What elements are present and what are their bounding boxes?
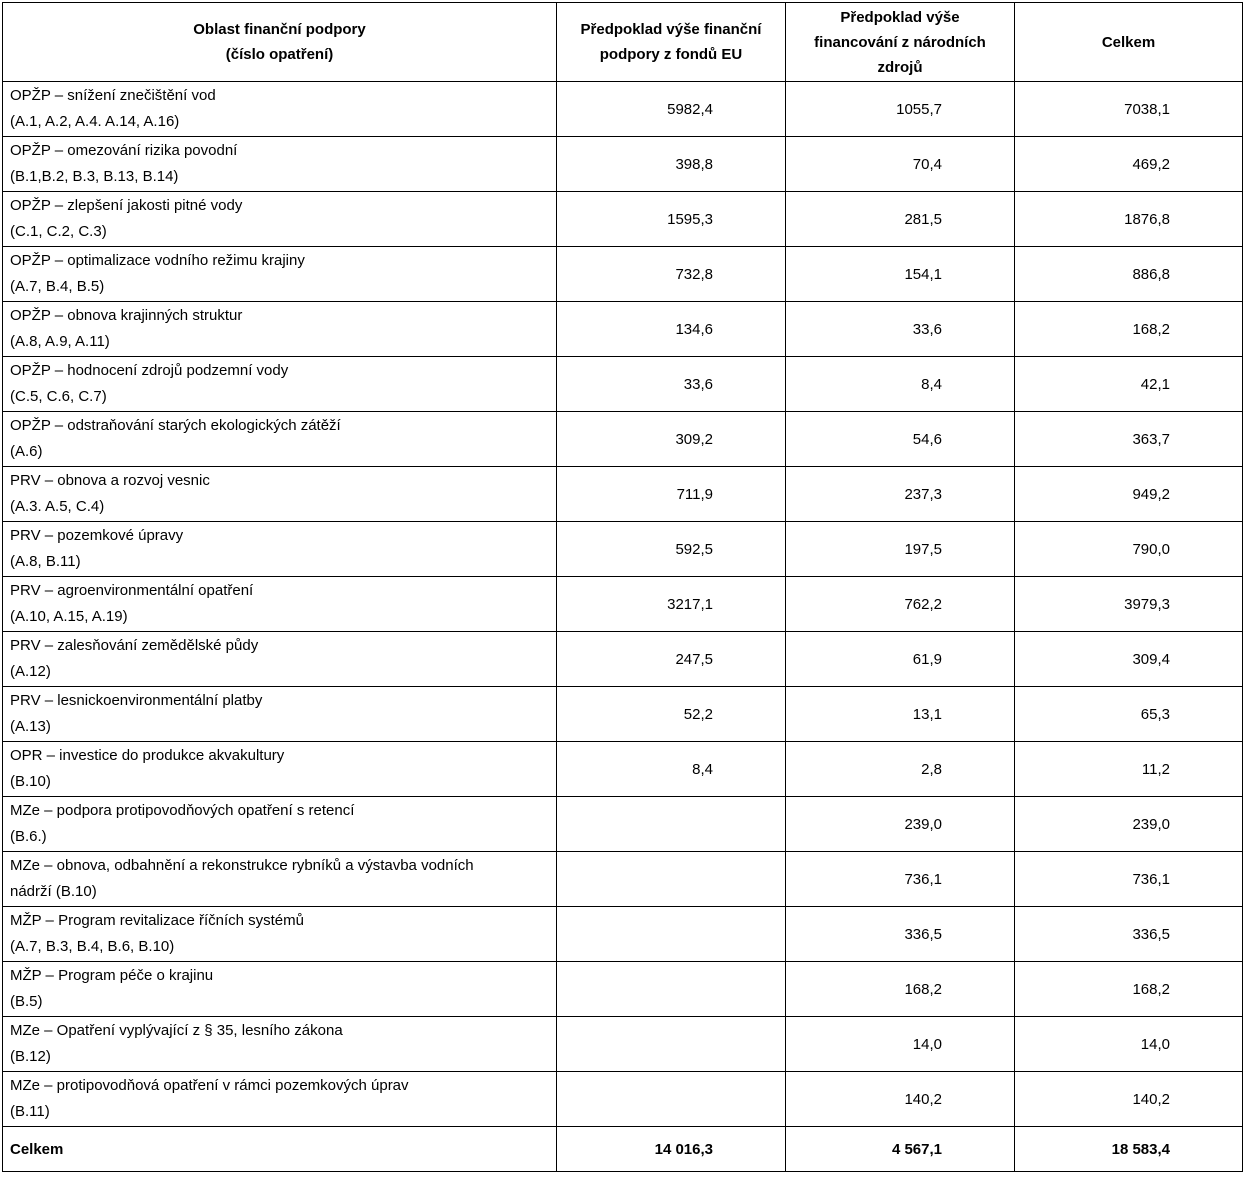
- area-measures: (A.3. A.5, C.4): [10, 498, 105, 515]
- area-measures: (B.1,B.2, B.3, B.13, B.14): [10, 168, 179, 185]
- national-value: 168,2: [786, 962, 1015, 1017]
- area-measures: nádrží (B.10): [10, 883, 97, 900]
- area-measures: (A.7, B.4, B.5): [10, 278, 105, 295]
- table-row: [3, 522, 1243, 577]
- header-eu-line1: Předpoklad výše finanční: [580, 21, 762, 38]
- area-name: MŽP – Program revitalizace říčních systémů: [10, 912, 304, 929]
- area-measures: (B.6.): [10, 828, 47, 845]
- national-value: 239,0: [786, 797, 1015, 852]
- area-measures: (B.12): [10, 1048, 51, 1065]
- area-name: PRV – pozemkové úpravy: [10, 527, 184, 544]
- area-name: OPŽP – snížení znečištění vod: [10, 87, 216, 104]
- area-cell: [3, 852, 557, 907]
- area-cell: [3, 962, 557, 1017]
- funding-table: [2, 2, 1243, 1172]
- national-value: 2,8: [786, 742, 1015, 797]
- area-cell: [3, 1017, 557, 1072]
- area-measures: (A.7, B.3, B.4, B.6, B.10): [10, 938, 175, 955]
- eu-value: 247,5: [557, 632, 786, 687]
- total-value: 42,1: [1015, 357, 1243, 412]
- national-value: 140,2: [786, 1072, 1015, 1127]
- area-cell: [3, 247, 557, 302]
- area-measures: (A.8, B.11): [10, 553, 81, 570]
- summary-label: Celkem: [3, 1127, 557, 1172]
- table-row: [3, 192, 1243, 247]
- total-value: 168,2: [1015, 962, 1243, 1017]
- header-row: [3, 3, 1243, 82]
- table-body: [3, 82, 1243, 1172]
- area-measures: (B.11): [10, 1103, 50, 1120]
- area-cell: [3, 907, 557, 962]
- total-value: 736,1: [1015, 852, 1243, 907]
- table-row: [3, 962, 1243, 1017]
- area-name: MZe – podpora protipovodňových opatření s retencí: [10, 802, 355, 819]
- area-measures: (C.1, C.2, C.3): [10, 223, 107, 240]
- eu-value: [557, 907, 786, 962]
- header-area-line2: (číslo opatření): [225, 46, 334, 63]
- eu-value: [557, 797, 786, 852]
- eu-value: 3217,1: [557, 577, 786, 632]
- national-value: 154,1: [786, 247, 1015, 302]
- eu-value: 134,6: [557, 302, 786, 357]
- national-value: 736,1: [786, 852, 1015, 907]
- eu-value: 592,5: [557, 522, 786, 577]
- header-total: Celkem: [1015, 3, 1243, 82]
- area-name: PRV – agroenvironmentální opatření: [10, 582, 254, 599]
- area-measures: (B.10): [10, 773, 51, 790]
- table-row: [3, 1072, 1243, 1127]
- table-row: [3, 247, 1243, 302]
- national-value: 336,5: [786, 907, 1015, 962]
- national-value: 14,0: [786, 1017, 1015, 1072]
- header-eu: [557, 3, 786, 82]
- eu-value: [557, 962, 786, 1017]
- eu-value: 398,8: [557, 137, 786, 192]
- national-value: 54,6: [786, 412, 1015, 467]
- area-measures: (A.10, A.15, A.19): [10, 608, 128, 625]
- area-name: MŽP – Program péče o krajinu: [10, 967, 214, 984]
- total-value: 1876,8: [1015, 192, 1243, 247]
- national-value: 61,9: [786, 632, 1015, 687]
- eu-value: 8,4: [557, 742, 786, 797]
- area-measures: (A.6): [10, 443, 43, 460]
- eu-value: [557, 1017, 786, 1072]
- national-value: 762,2: [786, 577, 1015, 632]
- total-value: 886,8: [1015, 247, 1243, 302]
- total-value: 7038,1: [1015, 82, 1243, 137]
- header-eu-line2: podpory z fondů EU: [599, 46, 743, 63]
- area-name: OPŽP – omezování rizika povodní: [10, 142, 238, 159]
- area-name: OPŽP – hodnocení zdrojů podzemní vody: [10, 362, 289, 379]
- area-name: OPŽP – obnova krajinných struktur: [10, 307, 243, 324]
- table-row: [3, 357, 1243, 412]
- header-national-line2: financování z národních: [814, 33, 986, 51]
- area-cell: [3, 137, 557, 192]
- table-row: [3, 82, 1243, 137]
- area-cell: [3, 522, 557, 577]
- summary-eu: 14 016,3: [557, 1127, 786, 1172]
- total-value: 336,5: [1015, 907, 1243, 962]
- area-cell: [3, 577, 557, 632]
- eu-value: 732,8: [557, 247, 786, 302]
- national-value: 70,4: [786, 137, 1015, 192]
- area-cell: [3, 412, 557, 467]
- summary-row: [3, 1127, 1243, 1172]
- area-name: OPŽP – zlepšení jakosti pitné vody: [10, 197, 243, 214]
- total-value: 14,0: [1015, 1017, 1243, 1072]
- area-name: PRV – lesnickoenvironmentální platby: [10, 692, 263, 709]
- area-name: MZe – protipovodňová opatření v rámci pozemkových úprav: [10, 1077, 409, 1094]
- table-row: [3, 137, 1243, 192]
- area-name: OPŽP – optimalizace vodního režimu krajiny: [10, 252, 305, 269]
- eu-value: 1595,3: [557, 192, 786, 247]
- area-measures: (A.13): [10, 718, 51, 735]
- area-name: MZe – obnova, odbahnění a rekonstrukce rybníků a výstavba vodních: [10, 857, 474, 874]
- area-cell: [3, 1072, 557, 1127]
- total-value: 3979,3: [1015, 577, 1243, 632]
- area-measures: (A.1, A.2, A.4. A.14, A.16): [10, 113, 180, 130]
- area-cell: [3, 82, 557, 137]
- area-name: OPŽP – odstraňování starých ekologických zátěží: [10, 417, 341, 434]
- total-value: 168,2: [1015, 302, 1243, 357]
- area-cell: [3, 687, 557, 742]
- area-measures: (A.12): [10, 663, 51, 680]
- table-row: [3, 577, 1243, 632]
- area-cell: [3, 797, 557, 852]
- table-row: [3, 412, 1243, 467]
- total-value: 140,2: [1015, 1072, 1243, 1127]
- table-row: [3, 467, 1243, 522]
- header-area: [3, 3, 557, 82]
- area-measures: (B.5): [10, 993, 43, 1010]
- national-value: 237,3: [786, 467, 1015, 522]
- eu-value: 711,9: [557, 467, 786, 522]
- summary-total: 18 583,4: [1015, 1127, 1243, 1172]
- area-cell: [3, 632, 557, 687]
- total-value: 65,3: [1015, 687, 1243, 742]
- header-national: [786, 3, 1015, 82]
- total-value: 469,2: [1015, 137, 1243, 192]
- total-value: 949,2: [1015, 467, 1243, 522]
- table-row: [3, 742, 1243, 797]
- national-value: 8,4: [786, 357, 1015, 412]
- total-value: 239,0: [1015, 797, 1243, 852]
- total-value: 11,2: [1015, 742, 1243, 797]
- table-row: [3, 687, 1243, 742]
- national-value: 13,1: [786, 687, 1015, 742]
- eu-value: 33,6: [557, 357, 786, 412]
- table-row: [3, 632, 1243, 687]
- area-name: MZe – Opatření vyplývající z § 35, lesního zákona: [10, 1022, 343, 1039]
- national-value: 197,5: [786, 522, 1015, 577]
- eu-value: [557, 1072, 786, 1127]
- eu-value: 309,2: [557, 412, 786, 467]
- area-cell: [3, 742, 557, 797]
- table-row: [3, 1017, 1243, 1072]
- area-name: PRV – zalesňování zemědělské půdy: [10, 637, 259, 654]
- table-row: [3, 302, 1243, 357]
- eu-value: [557, 852, 786, 907]
- header-national-line3: zdrojů: [877, 58, 923, 76]
- area-name: OPR – investice do produkce akvakultury: [10, 747, 285, 764]
- area-measures: (C.5, C.6, C.7): [10, 388, 107, 405]
- national-value: 1055,7: [786, 82, 1015, 137]
- total-value: 309,4: [1015, 632, 1243, 687]
- area-cell: [3, 467, 557, 522]
- table-row: [3, 797, 1243, 852]
- eu-value: 52,2: [557, 687, 786, 742]
- area-name: PRV – obnova a rozvoj vesnic: [10, 472, 210, 489]
- area-cell: [3, 192, 557, 247]
- table-row: [3, 852, 1243, 907]
- eu-value: 5982,4: [557, 82, 786, 137]
- total-value: 363,7: [1015, 412, 1243, 467]
- national-value: 33,6: [786, 302, 1015, 357]
- area-measures: (A.8, A.9, A.11): [10, 333, 110, 350]
- area-cell: [3, 302, 557, 357]
- header-national-line1: Předpoklad výše: [840, 8, 960, 26]
- total-value: 790,0: [1015, 522, 1243, 577]
- national-value: 281,5: [786, 192, 1015, 247]
- header-area-line1: Oblast finanční podpory: [193, 21, 366, 38]
- summary-national: 4 567,1: [786, 1127, 1015, 1172]
- area-cell: [3, 357, 557, 412]
- table-row: [3, 907, 1243, 962]
